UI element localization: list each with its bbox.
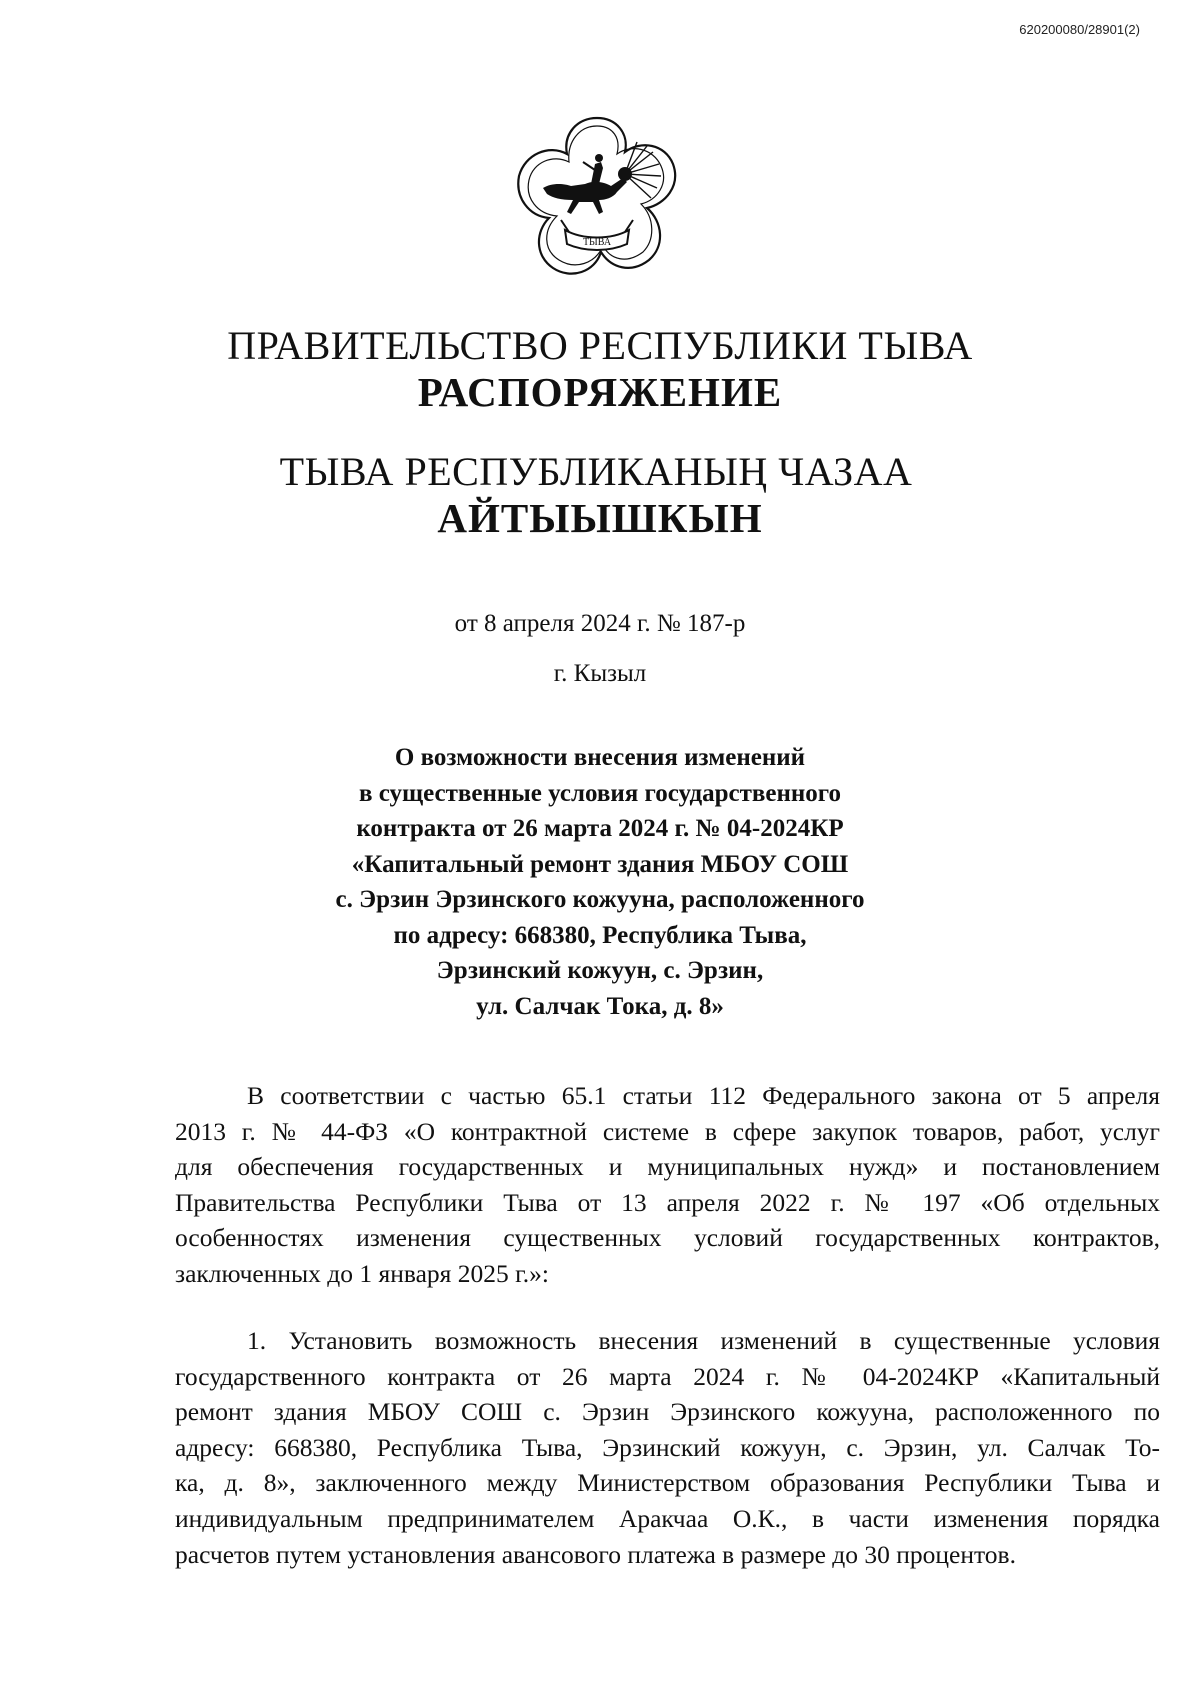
preamble-paragraph bbox=[175, 1078, 1160, 1292]
paragraph-line: Правительства Республики Тыва от 13 апреля 2022 г. № 197 «Об отдельных bbox=[175, 1187, 1160, 1217]
document-title bbox=[0, 740, 1200, 1024]
paragraph-line: государственного контракта от 26 марта 2024 г. № 04-2024КР «Капитальный bbox=[175, 1361, 1160, 1391]
item-1-paragraph bbox=[175, 1323, 1160, 1572]
document-date-number: от 8 апреля 2024 г. № 187-р bbox=[454, 610, 746, 637]
emblem-ribbon-text: ТЫВА bbox=[582, 237, 612, 248]
paragraph-line: ка, д. 8», заключенного между Министерством образования Республики Тыва и bbox=[175, 1468, 1160, 1498]
paragraph-line: 1. Установить возможность внесения изменений в существенные условия bbox=[247, 1326, 1160, 1355]
paragraph-line: заключенных до 1 января 2025 г.»: bbox=[175, 1258, 549, 1288]
document-type-tyva: АЙТЫЫШКЫН bbox=[437, 495, 763, 541]
document-city: г. Кызыл bbox=[553, 660, 647, 687]
paragraph-line: ремонт здания МБОУ СОШ с. Эрзин Эрзинского кожууна, расположенного по bbox=[175, 1397, 1160, 1427]
paragraph-line: расчетов путем установления авансового платежа в размере до 30 процентов. bbox=[175, 1539, 1016, 1569]
paragraph-line: 2013 г. № 44-ФЗ «О контрактной системе в сфере закупок товаров, работ, услуг bbox=[175, 1116, 1160, 1146]
title-line: в существенные условия государственного bbox=[358, 779, 842, 807]
title-line: контракта от 26 марта 2024 г. № 04-2024КР bbox=[356, 815, 844, 842]
title-line: Эрзинский кожуун, с. Эрзин, bbox=[436, 957, 764, 984]
paragraph-line: адресу: 668380, Республика Тыва, Эрзинский кожуун, с. Эрзин, ул. Салчак То- bbox=[175, 1432, 1160, 1462]
title-line: ул. Салчак Тока, д. 8» bbox=[476, 992, 724, 1020]
paragraph-line: для обеспечения государственных и муниципальных нужд» и постановлением bbox=[175, 1152, 1160, 1182]
title-line: по адресу: 668380, Республика Тыва, bbox=[393, 921, 807, 949]
title-line: «Капитальный ремонт здания МБОУ СОШ bbox=[351, 850, 849, 878]
paragraph-line: особенностях изменения существенных условий государственных контрактов, bbox=[175, 1223, 1160, 1253]
tyva-emblem-icon bbox=[513, 112, 681, 282]
paragraph-line: индивидуальным предпринимателем Аракчаа О.К., в части изменения порядка bbox=[175, 1503, 1160, 1533]
document-id: 620200080/28901(2) bbox=[1019, 22, 1140, 37]
title-line: О возможности внесения изменений bbox=[394, 744, 806, 771]
paragraph-line: В соответствии с частью 65.1 статьи 112 Федерального закона от 5 апреля bbox=[247, 1081, 1160, 1110]
government-name-tyva: ТЫВА РЕСПУБЛИКАНЫҢ ЧАЗАА bbox=[279, 449, 913, 494]
document-type-ru: РАСПОРЯЖЕНИЕ bbox=[417, 369, 783, 415]
government-name-ru: ПРАВИТЕЛЬСТВО РЕСПУБЛИКИ ТЫВА bbox=[227, 323, 973, 368]
title-line: с. Эрзин Эрзинского кожууна, расположенного bbox=[335, 886, 865, 913]
